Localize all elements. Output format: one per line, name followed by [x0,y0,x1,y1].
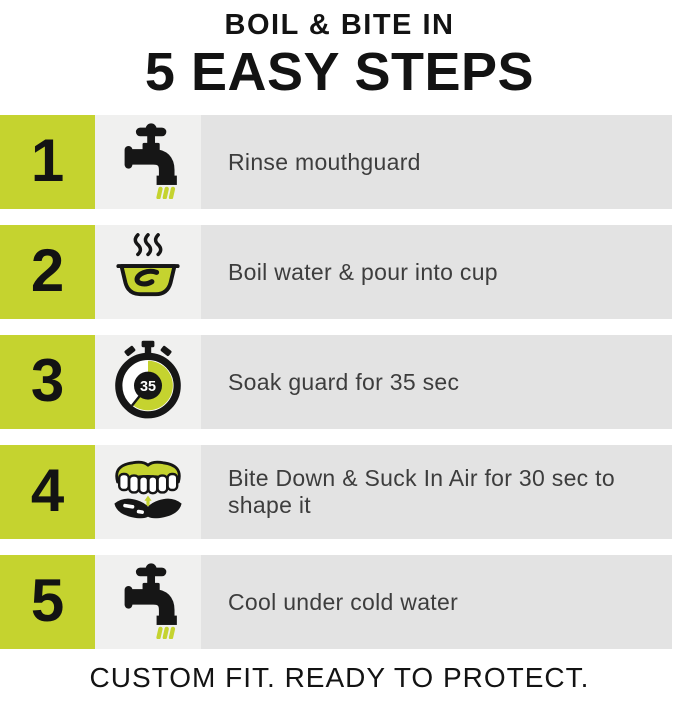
step-number: 2 [30,237,65,305]
step-icon-cell [95,445,201,539]
step-number: 3 [30,347,65,415]
stopwatch-seconds-label: 35 [139,378,157,395]
step-number: 4 [30,457,65,525]
step-description: Soak guard for 35 sec [228,368,460,395]
step-description-cell [201,115,672,209]
faucet-icon [109,121,187,204]
step-description: Bite Down & Suck In Air for 30 sec to shape it [228,465,615,519]
steps-list [0,115,679,649]
step-description-cell [201,555,672,649]
step-row-3 [0,335,672,429]
faucet-icon [109,561,187,644]
step-description-cell [201,335,672,429]
step-number-badge [0,225,95,319]
step-icon-cell [95,555,201,649]
step-number: 5 [30,567,65,635]
step-description: Cool under cold water [228,588,459,615]
stopwatch-icon [108,340,188,425]
step-number-badge [0,445,95,539]
step-description-cell [201,225,672,319]
steam-bowl-icon [109,231,187,314]
step-row-2 [0,225,672,319]
step-icon-cell [95,115,201,209]
header [0,0,679,103]
footer-tagline: CUSTOM FIT. READY TO PROTECT. [89,662,590,694]
teeth-mouthguard-icon [108,450,188,535]
page-title: 5 EASY STEPS [144,42,535,103]
step-number-badge [0,555,95,649]
header-kicker: BOIL & BITE IN [224,9,455,41]
step-number: 1 [30,127,65,195]
step-description: Boil water & pour into cup [228,258,498,285]
step-row-5 [0,555,672,649]
step-icon-cell [95,335,201,429]
step-description-cell [201,445,672,539]
step-number-badge [0,335,95,429]
footer [0,662,679,694]
step-description: Rinse mouthguard [228,148,421,175]
step-row-4 [0,445,672,539]
step-number-badge [0,115,95,209]
step-icon-cell [95,225,201,319]
step-row-1 [0,115,672,209]
